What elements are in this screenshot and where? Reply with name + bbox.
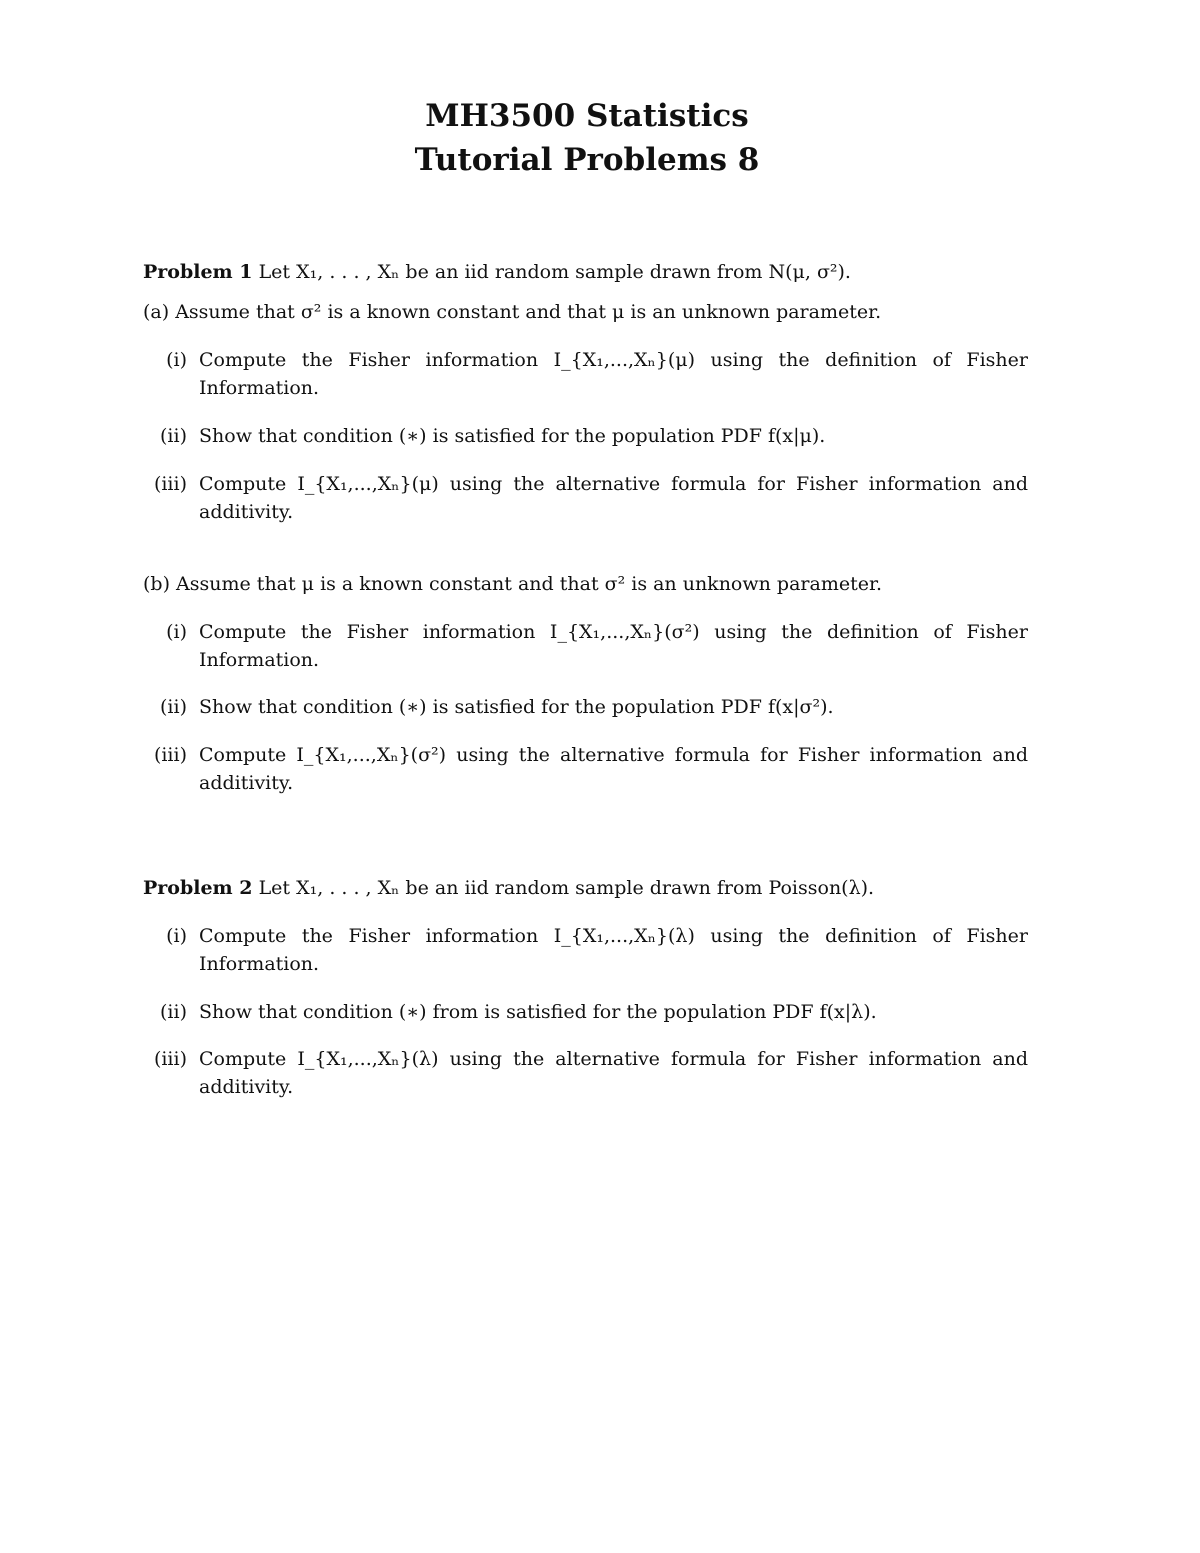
part-a-label: (a) [143, 301, 170, 323]
part-a-item-1 [143, 346, 1028, 402]
item-number: (i) [166, 621, 187, 643]
item-text: Show that condition (∗) from is satisfied for the population PDF f(x|λ). [199, 1001, 877, 1023]
list-item [143, 693, 1028, 721]
item-text: Show that condition (∗) is satisfied for the population PDF f(x|σ²). [199, 696, 834, 718]
problem-1 [143, 258, 1028, 286]
list-item [143, 998, 1028, 1026]
item-number: (ii) [160, 1001, 187, 1023]
part-a-text: Assume that σ² is a known constant and that μ is an unknown parameter. [175, 301, 882, 323]
item-text: Compute I_{X₁,...,Xₙ}(σ²) using the alternative formula for Fisher information and additivity. [199, 744, 1028, 794]
item-number: (ii) [160, 425, 187, 447]
item-text: Compute the Fisher information I_{X₁,...,Xₙ}(σ²) using the definition of Fisher Information. [199, 621, 1028, 671]
part-a-item-3 [143, 470, 1028, 526]
item-text: Compute the Fisher information I_{X₁,...,Xₙ}(μ) using the definition of Fisher Information. [199, 349, 1028, 399]
item-text: Compute I_{X₁,...,Xₙ}(λ) using the alternative formula for Fisher information and additivity. [199, 1048, 1028, 1098]
item-number: (iii) [153, 1048, 187, 1070]
list-item [143, 346, 1028, 402]
problem-2-intro: Let X₁, . . . , Xₙ be an iid random sample drawn from Poisson(λ). [258, 877, 875, 899]
list-item [143, 741, 1028, 797]
problem-1-intro: Let X₁, . . . , Xₙ be an iid random sample drawn from N(μ, σ²). [258, 261, 851, 283]
title-block [0, 94, 1174, 182]
list-item [143, 422, 1028, 450]
problem-2-item-3 [143, 1045, 1028, 1101]
item-number: (iii) [153, 473, 187, 495]
item-number: (ii) [160, 696, 187, 718]
problem-2-heading [143, 874, 1028, 902]
sheet-title: Tutorial Problems 8 [414, 142, 760, 178]
list-item [143, 470, 1028, 526]
item-number: (i) [166, 925, 187, 947]
part-b-text: Assume that μ is a known constant and that σ² is an unknown parameter. [176, 573, 882, 595]
problem-1-part-b [143, 570, 1028, 598]
item-text: Compute I_{X₁,...,Xₙ}(μ) using the alternative formula for Fisher information and additivity. [199, 473, 1028, 523]
list-item [143, 922, 1028, 978]
part-b-heading [143, 570, 1028, 598]
problem-1-part-a [143, 298, 1028, 326]
part-a-item-2 [143, 422, 1028, 450]
part-a-heading [143, 298, 1028, 326]
list-item [143, 618, 1028, 674]
problem-2 [143, 874, 1028, 902]
problem-1-label: Problem 1 [143, 261, 253, 283]
part-b-item-3 [143, 741, 1028, 797]
problem-2-label: Problem 2 [143, 877, 253, 899]
part-b-label: (b) [143, 573, 170, 595]
item-text: Show that condition (∗) is satisfied for the population PDF f(x|μ). [199, 425, 826, 447]
item-number: (i) [166, 349, 187, 371]
list-item [143, 1045, 1028, 1101]
part-b-item-1 [143, 618, 1028, 674]
item-number: (iii) [153, 744, 187, 766]
part-b-item-2 [143, 693, 1028, 721]
course-title: MH3500 Statistics [425, 98, 749, 134]
item-text: Compute the Fisher information I_{X₁,...,Xₙ}(λ) using the definition of Fisher Information. [199, 925, 1028, 975]
problem-1-heading [143, 258, 1028, 286]
problem-2-item-2 [143, 998, 1028, 1026]
problem-2-item-1 [143, 922, 1028, 978]
